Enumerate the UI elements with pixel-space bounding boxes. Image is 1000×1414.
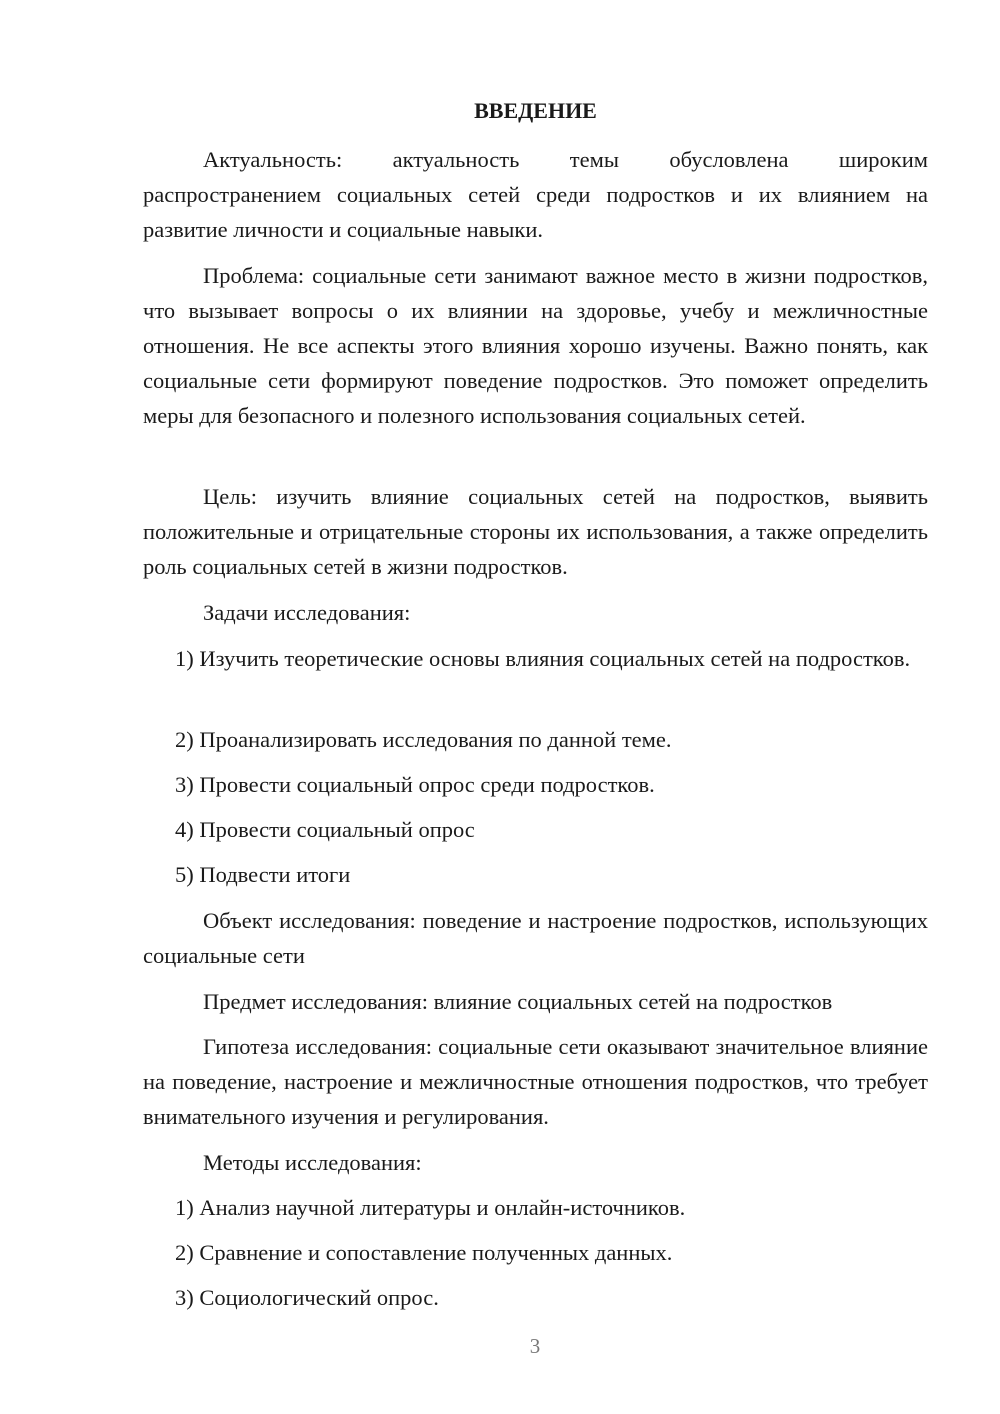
paragraph-goal: Цель: изучить влияние социальных сетей на подростков, выявить положительные и отрицательные стороны их использования, а также определить роль социальных сетей в жизни подростков.: [143, 484, 928, 579]
task-item: 3) Провести социальный опрос среди подростков.: [175, 772, 655, 797]
methods-heading: Методы исследования:: [203, 1150, 422, 1175]
paragraph-problem: Проблема: социальные сети занимают важное место в жизни подростков, что вызывает вопросы о их влиянии на здоровье, учебу и межличностные отношения. Не все аспекты этого влияния хорошо изучены. Важно понять, как социальные сети формируют поведение подростков. Это поможет определить меры для безопасного и полезного использования социальных сетей.: [143, 263, 928, 428]
section-title: ВВЕДЕНИЕ: [474, 98, 597, 123]
method-item: 3) Социологический опрос.: [175, 1285, 439, 1310]
paragraph-subject: Предмет исследования: влияние социальных сетей на подростков: [203, 989, 833, 1014]
task-item: 4) Провести социальный опрос: [175, 817, 475, 842]
paragraph-actuality: Актуальность: актуальность темы обусловлена широким распространением социальных сетей среди подростков и их влиянием на развитие личности и социальные навыки.: [143, 147, 928, 242]
paragraph-object: Объект исследования: поведение и настроение подростков, использующих социальные сети: [143, 908, 928, 968]
method-item: 2) Сравнение и сопоставление полученных данных.: [175, 1240, 673, 1265]
paragraph-hypothesis: Гипотеза исследования: социальные сети оказывают значительное влияние на поведение, настроение и межличностные отношения подростков, что требует внимательного изучения и регулирования.: [143, 1034, 928, 1129]
method-item: 1) Анализ научной литературы и онлайн-источников.: [175, 1195, 686, 1220]
page-number: 3: [529, 1334, 541, 1358]
task-item: 2) Проанализировать исследования по данной теме.: [175, 727, 672, 752]
task-item: 5) Подвести итоги: [175, 862, 351, 887]
tasks-heading: Задачи исследования:: [203, 600, 411, 625]
task-item: 1) Изучить теоретические основы влияния социальных сетей на подростков.: [175, 646, 911, 671]
